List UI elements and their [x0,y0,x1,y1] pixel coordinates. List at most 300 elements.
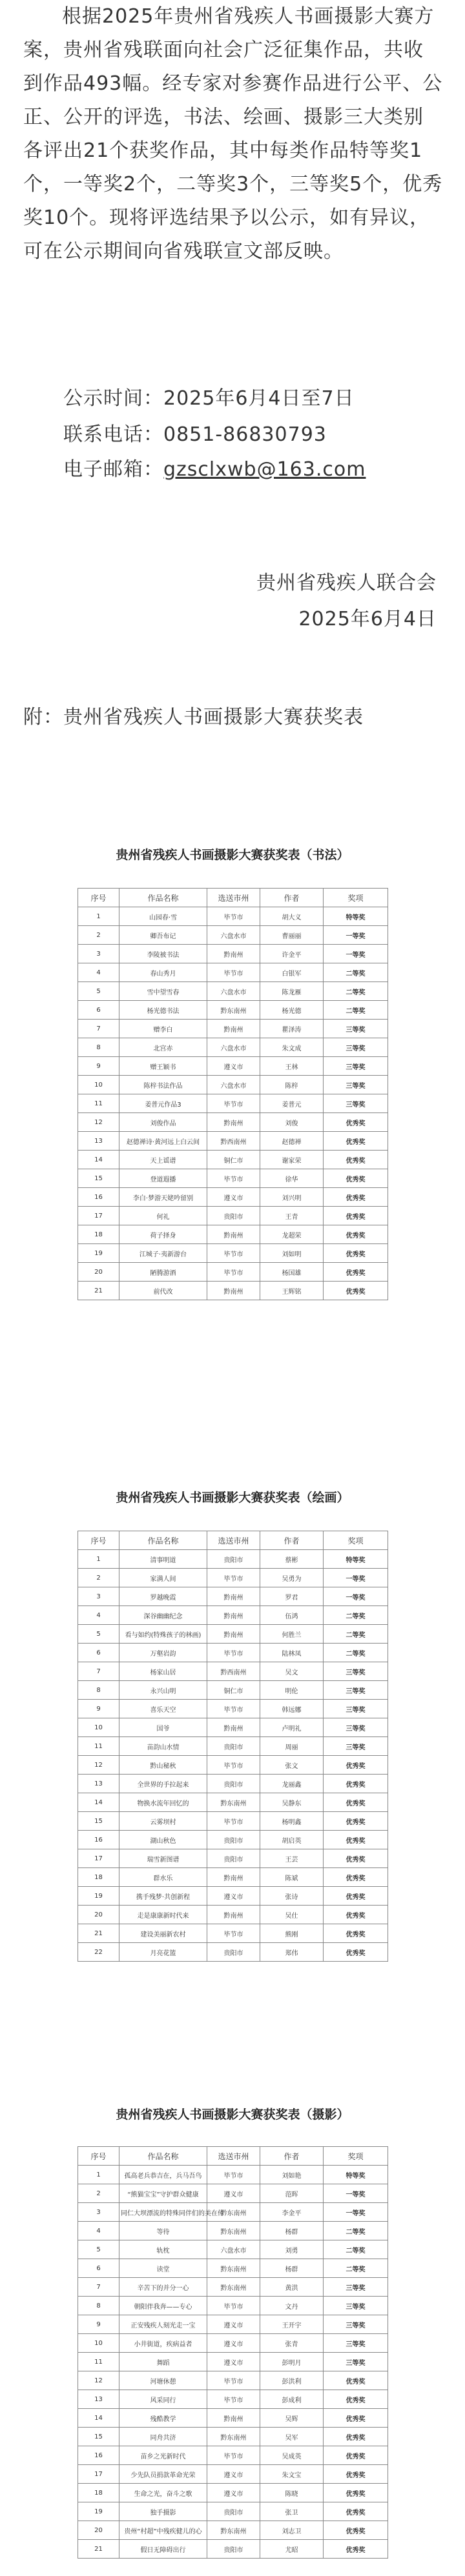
cell-area: 毕节市 [207,2390,260,2409]
table-row [78,1625,388,1644]
cell-no: 9 [78,2315,119,2334]
cell-title: 等待 [119,2222,207,2240]
cell-no: 5 [78,2240,119,2259]
table-row [78,2502,388,2521]
table-row [78,1132,388,1151]
cell-author: 王辉铭 [260,1282,324,1300]
cell-prize: 优秀奖 [324,2409,388,2428]
cell-prize: 优秀奖 [324,1887,388,1906]
cell-author: 胡大义 [260,907,324,926]
cell-author: 张青 [260,2334,324,2353]
cell-no: 18 [78,2484,119,2502]
cell-no: 13 [78,1132,119,1151]
table-row [78,2390,388,2409]
cell-no: 17 [78,1849,119,1868]
cell-author: 徐华 [260,1169,324,1188]
cell-title: 北宫赤 [119,1038,207,1057]
cell-title: 何礼 [119,1207,207,1225]
table-row [78,2409,388,2428]
cell-no: 11 [78,2353,119,2371]
cell-author: 吴成英 [260,2446,324,2465]
cell-no: 3 [78,2203,119,2222]
cell-prize: 三等奖 [324,1038,388,1057]
cell-title: 杨家山居 [119,1662,207,1681]
cell-no: 10 [78,2334,119,2353]
table-row [78,1943,388,1962]
cell-title: 风采同行 [119,2390,207,2409]
cell-author: 文丹 [260,2297,324,2315]
table-row [78,1038,388,1057]
cell-title: 正安残疾人刻光走一宝 [119,2315,207,2334]
signature-org: 贵州省残疾人联合会 [256,572,437,594]
cell-author: 何胜兰 [260,1625,324,1644]
header-prize: 奖项 [324,1531,388,1550]
cell-prize: 优秀奖 [324,1132,388,1151]
cell-no: 12 [78,1756,119,1775]
cell-title: 罗越晚霞 [119,1587,207,1606]
cell-no: 8 [78,2297,119,2315]
cell-author: 谢家荣 [260,1151,324,1169]
cell-no: 3 [78,945,119,963]
cell-prize: 优秀奖 [324,1756,388,1775]
table-row [78,1076,388,1094]
cell-no: 2 [78,2184,119,2203]
cell-no: 21 [78,1924,119,1943]
cell-title: 杨光德书法 [119,1001,207,1020]
header-area: 选送市州 [207,1531,260,1550]
cell-no: 6 [78,1644,119,1662]
cell-area: 贵阳市 [207,1207,260,1225]
cell-prize: 一等奖 [324,926,388,945]
cell-title: 同舟共济 [119,2428,207,2446]
cell-author: 吴静东 [260,1793,324,1812]
cell-prize: 特等奖 [324,1550,388,1569]
cell-author: 杨国雄 [260,1263,324,1282]
cell-prize: 二等奖 [324,1625,388,1644]
cell-author: 黄洪 [260,2278,324,2297]
cell-author: 张文 [260,1756,324,1775]
cell-author: 彭成利 [260,2390,324,2409]
cell-title: 陋腾游酒 [119,1263,207,1282]
table-row [78,1718,388,1737]
cell-no: 7 [78,2278,119,2297]
cell-prize: 三等奖 [324,1681,388,1700]
cell-area: 黔东南州 [207,1793,260,1812]
cell-prize: 一等奖 [324,945,388,963]
cell-area: 毕节市 [207,1094,260,1113]
cell-title: 看与如约(特殊孩子的林画) [119,1625,207,1644]
cell-prize: 一等奖 [324,2203,388,2222]
cell-title: 李陵被书法 [119,945,207,963]
cell-author: 姜普元 [260,1094,324,1113]
cell-title: 月亮花篮 [119,1943,207,1962]
cell-prize: 优秀奖 [324,1943,388,1962]
cell-area: 毕节市 [207,1756,260,1775]
cell-author: 刘勇 [260,2240,324,2259]
cell-title: 江城子·夷新游台 [119,1244,207,1263]
cell-title: 湖山秋色 [119,1831,207,1849]
cell-title: 家满人间 [119,1569,207,1587]
cell-title: 少先队员捐款革命光荣 [119,2465,207,2484]
cell-prize: 一等奖 [324,1587,388,1606]
table-row [78,926,388,945]
cell-area: 黔东南州 [207,2428,260,2446]
table-row [78,1606,388,1625]
cell-no: 20 [78,1263,119,1282]
cell-no: 1 [78,907,119,926]
email-link[interactable]: gzsclxwb@163.com [163,458,366,481]
cell-prize: 优秀奖 [324,1169,388,1188]
cell-author: 韩远娜 [260,1700,324,1718]
cell-prize: 优秀奖 [324,1207,388,1225]
table-row [78,2315,388,2334]
table-row [78,1151,388,1169]
table-row [78,1681,388,1700]
email-label: 电子邮箱： [63,458,163,481]
cell-no: 17 [78,1207,119,1225]
cell-prize: 三等奖 [324,2297,388,2315]
cell-author: 杨群 [260,2222,324,2240]
cell-area: 毕节市 [207,1644,260,1662]
cell-no: 11 [78,1737,119,1756]
cell-area: 黔南州 [207,1718,260,1737]
cell-title: 荷子择身 [119,1225,207,1244]
table-row [78,1756,388,1775]
cell-no: 15 [78,1812,119,1831]
cell-prize: 三等奖 [324,2353,388,2371]
cell-no: 19 [78,1244,119,1263]
table-row [78,1020,388,1038]
cell-author: 蔡彬 [260,1550,324,1569]
cell-author: 杨光德 [260,1001,324,1020]
cell-prize: 三等奖 [324,1737,388,1756]
table-row [78,2465,388,2484]
header-no: 序号 [78,2147,119,2166]
table-header-row [78,889,388,907]
table-row [78,1662,388,1681]
header-title: 作品名称 [119,2147,207,2166]
header-prize: 奖项 [324,889,388,907]
cell-prize: 三等奖 [324,1094,388,1113]
cell-area: 毕节市 [207,1924,260,1943]
cell-no: 17 [78,2465,119,2484]
table-row [78,2446,388,2465]
cell-title: 雪中望雪春 [119,982,207,1001]
cell-title: 生命之光，奋斗之歌 [119,2484,207,2502]
cell-no: 5 [78,982,119,1001]
signature-date: 2025年6月4日 [298,608,437,630]
table-row [78,1868,388,1887]
cell-area: 六盘水市 [207,982,260,1001]
cell-author: 张诗 [260,1887,324,1906]
cell-title: 国爷 [119,1718,207,1737]
cell-title: 登道遐播 [119,1169,207,1188]
cell-author: 曹丽丽 [260,926,324,945]
table-row [78,2334,388,2353]
cell-area: 黔南州 [207,1020,260,1038]
cell-author: 龙超荣 [260,1225,324,1244]
table-row [78,1887,388,1906]
table-row [78,1188,388,1207]
cell-no: 19 [78,2502,119,2521]
cell-prize: 三等奖 [324,2315,388,2334]
cell-prize: 优秀奖 [324,1868,388,1887]
cell-title: 残酷教学 [119,2409,207,2428]
cell-prize: 二等奖 [324,2240,388,2259]
cell-area: 毕节市 [207,2371,260,2390]
cell-author: 杨群 [260,2259,324,2278]
cell-prize: 优秀奖 [324,1151,388,1169]
cell-title: 永兴山明 [119,1681,207,1700]
table-row [78,1244,388,1263]
cell-no: 6 [78,1001,119,1020]
table-row [78,1906,388,1924]
cell-prize: 二等奖 [324,2222,388,2240]
cell-author: 王开宇 [260,2315,324,2334]
header-title: 作品名称 [119,1531,207,1550]
cell-author: 周丽 [260,1737,324,1756]
table-row [78,1849,388,1868]
table-row [78,945,388,963]
cell-title: 假日无障碍出行 [119,2540,207,2559]
cell-author: 胡启英 [260,1831,324,1849]
cell-area: 黔南州 [207,1282,260,1300]
table-row [78,2371,388,2390]
cell-area: 黔南州 [207,1225,260,1244]
cell-area: 毕节市 [207,1812,260,1831]
cell-author: 罗君 [260,1587,324,1606]
table-row [78,1924,388,1943]
cell-title: 陈梓书法作品 [119,1076,207,1094]
cell-author: 陈晓 [260,2484,324,2502]
cell-no: 8 [78,1681,119,1700]
cell-area: 六盘水市 [207,1076,260,1094]
cell-area: 毕节市 [207,2297,260,2315]
cell-area: 贵阳市 [207,1775,260,1793]
table-row [78,1001,388,1020]
table-row [78,1282,388,1300]
cell-area: 黔东南州 [207,2259,260,2278]
cell-prize: 优秀奖 [324,1849,388,1868]
cell-prize: 优秀奖 [324,2540,388,2559]
cell-area: 贵阳市 [207,2540,260,2559]
cell-no: 7 [78,1662,119,1681]
cell-title: 同仁大坝漂流的特殊同伴们的美在传 [119,2203,207,2222]
cell-area: 黔南州 [207,1906,260,1924]
table-row [78,2184,388,2203]
table-row [78,1644,388,1662]
award-table-photography [78,2146,388,2559]
cell-prize: 三等奖 [324,2278,388,2297]
cell-prize: 三等奖 [324,1020,388,1038]
cell-author: 范晖 [260,2184,324,2203]
cell-author: 吴勇为 [260,1569,324,1587]
table-row [78,2353,388,2371]
cell-title: 万壑岩韵 [119,1644,207,1662]
cell-prize: 优秀奖 [324,2521,388,2540]
cell-title: 贵州“村超”中残疾健儿的心 [119,2521,207,2540]
header-title: 作品名称 [119,889,207,907]
cell-prize: 三等奖 [324,1700,388,1718]
cell-prize: 优秀奖 [324,1244,388,1263]
cell-title: 小井街道，疾病益者 [119,2334,207,2353]
cell-title: 刘俊作品 [119,1113,207,1132]
cell-author: 刘兴明 [260,1188,324,1207]
cell-title: 山园春·雪 [119,907,207,926]
header-author: 作者 [260,889,324,907]
cell-area: 黔东南州 [207,2278,260,2297]
attachment-note: 附：贵州省残疾人书画摄影大赛获奖表 [23,706,364,729]
cell-title: 李白·梦游天姥吟留别 [119,1188,207,1207]
table-row [78,1225,388,1244]
cell-prize: 优秀奖 [324,1188,388,1207]
table-row [78,2521,388,2540]
header-no: 序号 [78,1531,119,1550]
cell-no: 1 [78,1550,119,1569]
cell-prize: 一等奖 [324,2184,388,2203]
cell-area: 遵义市 [207,1188,260,1207]
cell-area: 贵阳市 [207,1550,260,1569]
cell-area: 遵义市 [207,2484,260,2502]
cell-prize: 优秀奖 [324,1793,388,1812]
cell-prize: 一等奖 [324,1569,388,1587]
cell-no: 2 [78,926,119,945]
cell-title: 朝阳伴我奔——专心 [119,2297,207,2315]
cell-prize: 优秀奖 [324,2502,388,2521]
cell-author: 卢明礼 [260,1718,324,1737]
cell-area: 毕节市 [207,1569,260,1587]
table-row [78,1812,388,1831]
cell-no: 7 [78,1020,119,1038]
cell-author: 李金平 [260,2203,324,2222]
cell-author: 陈斌 [260,1868,324,1887]
cell-no: 10 [78,1718,119,1737]
cell-author: 吴军 [260,2428,324,2446]
cell-area: 毕节市 [207,2166,260,2184]
table-row [78,2484,388,2502]
cell-no: 8 [78,1038,119,1057]
cell-author: 朱文成 [260,1038,324,1057]
cell-title: 走是康康新时代来 [119,1906,207,1924]
cell-no: 4 [78,1606,119,1625]
cell-title: 前代改 [119,1282,207,1300]
award-table-calligraphy [78,888,388,1300]
cell-author: 尤昭 [260,2540,324,2559]
cell-area: 贵阳市 [207,1831,260,1849]
cell-title: 辛苦下的并分一心 [119,2278,207,2297]
intro-paragraph: 根据2025年贵州省残疾人书画摄影大赛方案，贵州省残联面向社会广泛征集作品，共收到作品493幅。经专家对参赛作品进行公平、公正、公开的评选，书法、绘画、摄影三大类别各评出21个获奖作品，其中每类作品特等奖1个，一等奖2个，二等奖3个，三等奖5个，优秀奖10个。现将评选结果予以公示，如有异议，可在公示期间向省残联宣文部反映。 [23,5,443,263]
cell-no: 13 [78,1775,119,1793]
cell-author: 杨明鑫 [260,1812,324,1831]
cell-prize: 二等奖 [324,1644,388,1662]
cell-area: 黔东南州 [207,1001,260,1020]
cell-no: 12 [78,2371,119,2390]
cell-author: 彭明月 [260,2353,324,2371]
cell-area: 铜仁市 [207,1681,260,1700]
header-area: 选送市州 [207,2147,260,2166]
cell-no: 3 [78,1587,119,1606]
cell-area: 遵义市 [207,1887,260,1906]
cell-title: 姜普元作品3 [119,1094,207,1113]
cell-prize: 三等奖 [324,1057,388,1076]
cell-prize: 三等奖 [324,1718,388,1737]
notice-phone: 联系电话：0851-86830793 [63,423,327,446]
cell-title: 独手摄影 [119,2502,207,2521]
cell-area: 黔南州 [207,1625,260,1644]
cell-prize: 三等奖 [324,1076,388,1094]
cell-no: 16 [78,2446,119,2465]
cell-no: 15 [78,1169,119,1188]
table-header-row [78,1531,388,1550]
cell-prize: 优秀奖 [324,2371,388,2390]
cell-no: 14 [78,1793,119,1812]
table-title-photography: 贵州省残疾人书画摄影大赛获奖表（摄影） [116,2108,349,2122]
cell-area: 六盘水市 [207,1038,260,1057]
cell-prize: 二等奖 [324,963,388,982]
award-table-painting [78,1531,388,1962]
cell-author: 陈龙雁 [260,982,324,1001]
cell-author: 赵德禅 [260,1132,324,1151]
table-header-row [78,2147,388,2166]
cell-prize: 二等奖 [324,1606,388,1625]
cell-prize: 优秀奖 [324,2484,388,2502]
cell-no: 18 [78,1868,119,1887]
cell-prize: 优秀奖 [324,2446,388,2465]
cell-area: 黔南州 [207,1868,260,1887]
table-row [78,2203,388,2222]
table-row [78,2278,388,2297]
cell-area: 黔东南州 [207,2222,260,2240]
table-row [78,963,388,982]
table-row [78,1263,388,1282]
cell-prize: 优秀奖 [324,2465,388,2484]
cell-title: 孤高老兵恭吉在，兵马吾鸟 [119,2166,207,2184]
header-author: 作者 [260,1531,324,1550]
cell-prize: 三等奖 [324,2334,388,2353]
cell-author: 刘如明 [260,1244,324,1263]
cell-title: 建设美丽新农村 [119,1924,207,1943]
cell-no: 18 [78,1225,119,1244]
cell-title: 群水乐 [119,1868,207,1887]
cell-author: 刘俊 [260,1113,324,1132]
cell-prize: 优秀奖 [324,1906,388,1924]
table-row [78,1587,388,1606]
cell-area: 六盘水市 [207,926,260,945]
cell-title: 喜乐天空 [119,1700,207,1718]
cell-no: 13 [78,2390,119,2409]
cell-area: 毕节市 [207,2446,260,2465]
table-row [78,1094,388,1113]
cell-prize: 特等奖 [324,907,388,926]
cell-title: 云雾坝村 [119,1812,207,1831]
cell-title: 全世界的手拉起来 [119,1775,207,1793]
cell-title: 卿吾布记 [119,926,207,945]
table-row [78,2259,388,2278]
cell-area: 黔南州 [207,945,260,963]
cell-author: 陆林凤 [260,1644,324,1662]
cell-prize: 二等奖 [324,982,388,1001]
cell-area: 贵阳市 [207,1943,260,1962]
cell-area: 毕节市 [207,963,260,982]
cell-no: 6 [78,2259,119,2278]
cell-author: 朱文宝 [260,2465,324,2484]
cell-area: 毕节市 [207,1263,260,1282]
cell-author: 陈梓 [260,1076,324,1094]
header-area: 选送市州 [207,889,260,907]
notice-email-row [63,453,366,487]
table-row [78,2540,388,2559]
cell-prize: 二等奖 [324,1001,388,1020]
